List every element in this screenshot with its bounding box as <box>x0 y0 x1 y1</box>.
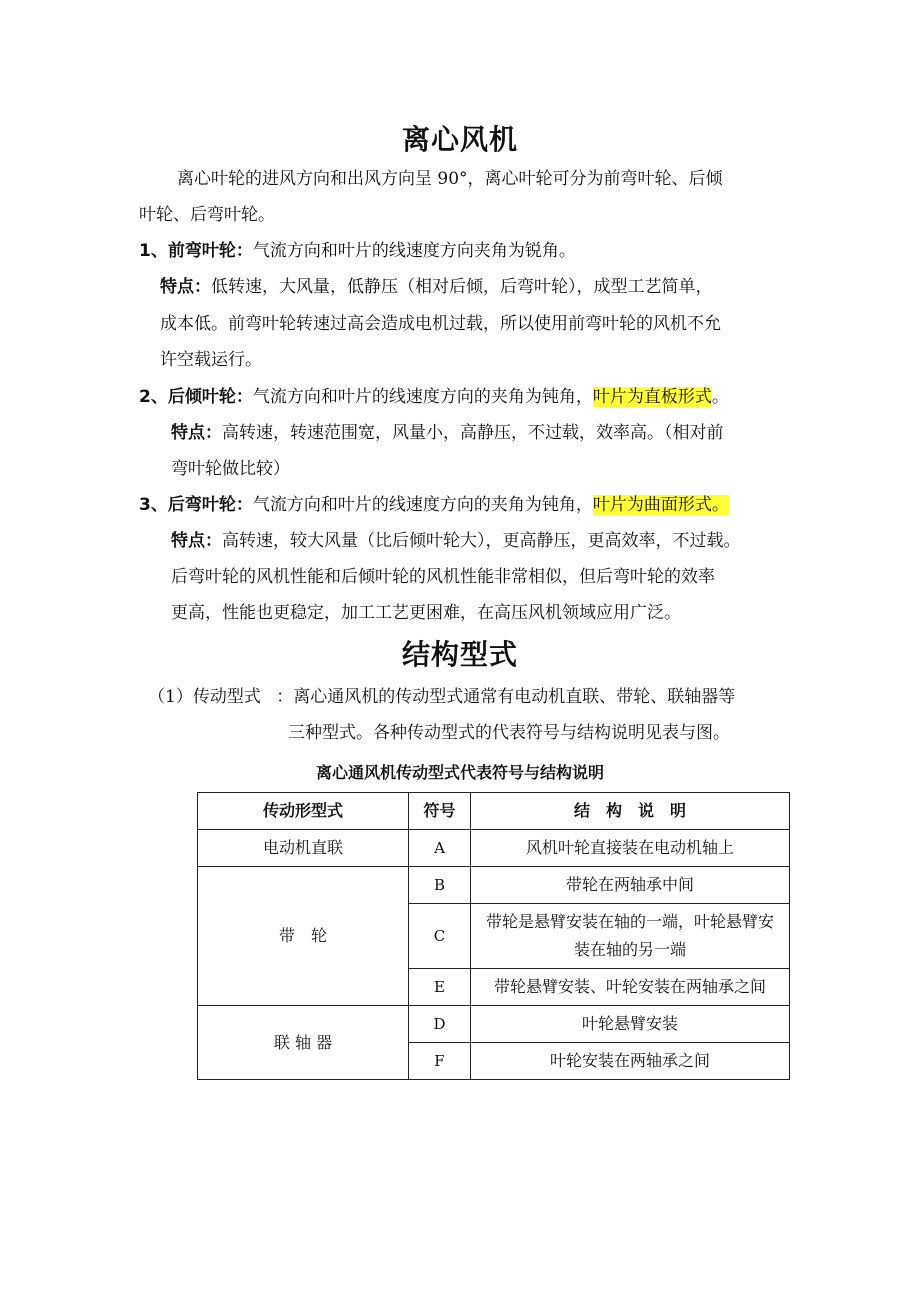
symbol-cell: D <box>409 1006 471 1043</box>
symbol-cell: A <box>409 830 471 867</box>
item-3-feature-line-2: 后弯叶轮的风机性能和后倾叶轮的风机性能非常相似，但后弯叶轮的效率 <box>171 567 715 587</box>
description-cell: 带轮是悬臂安装在轴的一端，叶轮悬臂安装在轴的另一端 <box>471 904 790 969</box>
item-3-desc: 气流方向和叶片的线速度方向的夹角为钝角， <box>252 495 593 515</box>
item-3-feature-label: 特点： <box>171 531 222 551</box>
item-3-feature-line-3: 更高，性能也更稳定，加工工艺更困难，在高压风机领域应用广泛。 <box>171 603 681 623</box>
table-row <box>198 1006 790 1043</box>
description-cell: 叶轮安装在两轴承之间 <box>471 1043 790 1080</box>
symbol-cell: C <box>409 904 471 969</box>
transmission-line-2: 三种型式。各种传动型式的代表符号与结构说明见表与图。 <box>288 723 730 743</box>
item-1-heading <box>139 240 576 262</box>
table-header-row <box>198 793 790 830</box>
description-cell: 带轮在两轴承中间 <box>471 867 790 904</box>
group-name: 联 轴 器 <box>198 1006 409 1080</box>
section-title: 结构型式 <box>401 638 518 671</box>
item-2-heading <box>139 386 729 408</box>
description-cell: 叶轮悬臂安装 <box>471 1006 790 1043</box>
transmission-sep: ： <box>276 687 294 707</box>
item-1-label: 1、前弯叶轮： <box>139 241 253 261</box>
table-caption: 离心通风机传动型式代表符号与结构说明 <box>315 763 604 782</box>
symbol-cell: E <box>409 969 471 1006</box>
item-2-feature-label: 特点： <box>171 423 222 443</box>
item-2-tail: 。 <box>711 387 729 407</box>
description-cell: 风机叶轮直接装在电动机轴上 <box>471 830 790 867</box>
symbol-cell: B <box>409 867 471 904</box>
page-title: 离心风机 <box>401 123 518 156</box>
item-2-feature-line-2: 弯叶轮做比较） <box>171 459 290 479</box>
intro-line-2: 叶轮、后弯叶轮。 <box>139 205 275 225</box>
intro-line-1: 离心叶轮的进风方向和出风方向呈 90°，离心叶轮可分为前弯叶轮、后倾 <box>177 169 723 189</box>
item-3-highlight: 叶片为曲面形式。 <box>592 495 729 515</box>
group-name: 电动机直联 <box>198 830 409 867</box>
item-2-highlight: 叶片为直板形式 <box>592 387 712 407</box>
header-description: 结 构 说 明 <box>471 793 790 830</box>
feature-text: 高转速，较大风量（比后倾叶轮大），更高静压，更高效率，不过载。 <box>222 531 741 551</box>
item-2-feature-line-1 <box>171 422 724 444</box>
table-row <box>198 830 790 867</box>
item-3-feature-line-1 <box>171 530 741 552</box>
transmission-label: （1）传动型式 <box>148 687 261 707</box>
feature-text: 高转速，转速范围宽，风量小，高静压，不过载，效率高。（相对前 <box>222 423 724 443</box>
item-1-feature-line-3: 许空载运行。 <box>160 350 262 370</box>
item-3-label: 3、后弯叶轮： <box>139 495 253 515</box>
transmission-line-1 <box>148 686 735 708</box>
description-cell: 带轮悬臂安装、叶轮安装在两轴承之间 <box>471 969 790 1006</box>
item-1-feature-label: 特点： <box>160 277 211 297</box>
symbol-cell: F <box>409 1043 471 1080</box>
table-row <box>198 867 790 904</box>
item-2-label: 2、后倾叶轮： <box>139 387 253 407</box>
item-1-desc: 气流方向和叶片的线速度方向夹角为锐角。 <box>252 241 576 261</box>
transmission-text-1: 离心通风机的传动型式通常有电动机直联、带轮、联轴器等 <box>293 687 736 707</box>
transmission-table <box>197 792 790 1080</box>
item-3-heading <box>139 494 729 516</box>
item-1-feature-line-1 <box>160 276 713 298</box>
header-type: 传动形型式 <box>198 793 409 830</box>
item-1-feature-line-2: 成本低。前弯叶轮转速过高会造成电机过载，所以使用前弯叶轮的风机不允 <box>160 314 721 334</box>
feature-text: 低转速，大风量，低静压（相对后倾，后弯叶轮），成型工艺简单， <box>211 277 713 297</box>
item-2-desc: 气流方向和叶片的线速度方向的夹角为钝角， <box>252 387 593 407</box>
group-name: 带 轮 <box>198 867 409 1006</box>
header-symbol: 符号 <box>409 793 471 830</box>
